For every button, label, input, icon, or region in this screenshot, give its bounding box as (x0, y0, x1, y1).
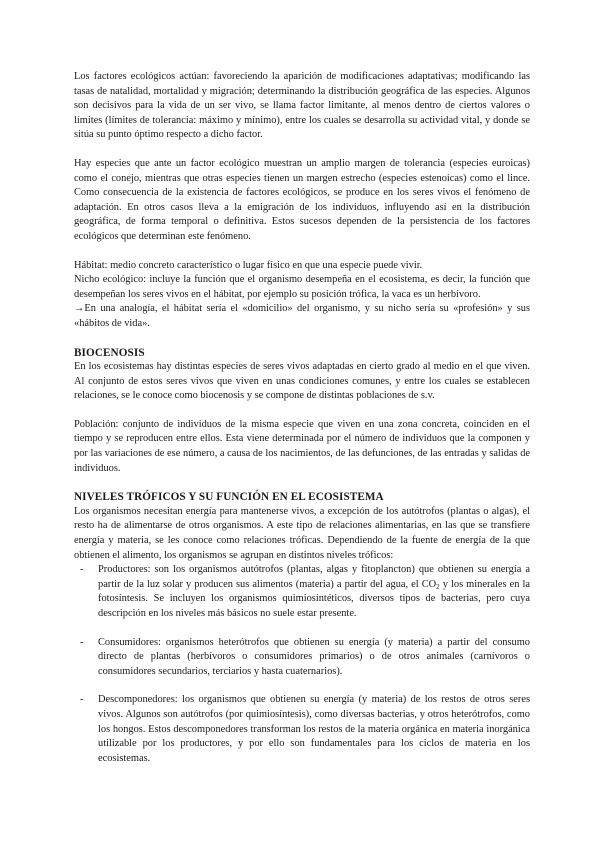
heading-niveles-troficos: NIVELES TRÓFICOS Y SU FUNCIÓN EN EL ECOSISTEMA (74, 491, 384, 504)
trophic-levels-list (74, 563, 530, 766)
consumidores-text: Consumidores: organismos heterótrofos que obtienen su energía (y materia) a partir del consumo directo de plantas (herbívoros o consumidores primarios) o de otros animales (carnívoros o consumidores secundarios, terciarios y hasta cuaternarios). (98, 636, 530, 677)
paragraph-tolerancia: Hay especies que ante un factor ecológico muestran un amplio margen de tolerancia (especies euroicas) como el conejo, mientras que otras especies tienen un margen estrecho (especies estenoicas) como el lince. Como consecuencia de la existencia de factores ecológicos, se produce en los seres vivos el fenómeno de adaptación. En otros casos lleva a la emigración de los individuos, influyendo así en la distribución geográfica, de forma temporal o definitiva. Estos sucesos dependen de la persistencia de los factores ecológicos que determinan este fenómeno. (74, 157, 530, 242)
definition-poblacion: Población: conjunto de individuos de la misma especie que viven en una zona concreta, coinciden en el tiempo y se reproducen entre ellos. Esta viene determinada por el número de individuos que la componen y por las variaciones de ese número, a causa de los nacimientos, de las defunciones, de las entradas y salidas de individuos. (74, 418, 530, 474)
co2-subscript: 2 (436, 582, 440, 591)
paragraph-niveles-troficos: Los organismos necesitan energía para mantenerse vivos, a excepción de los autótrofos (plantas o algas), el resto ha de alimentarse de otros organismos. A este tipo de relaciones alimentarias, en las que se transfiere energía y materia, se les conoce como relaciones tróficas. Dependiendo de la fuente de energía de la que obtienen el alimento, los organismos se agrupan en distintos niveles tróficos: (74, 505, 530, 561)
analogy-note: →En una analogía, el hábitat sería el «domicilio» del organismo, y su nicho sería su «profesión» y sus «hábitos de vida». (74, 303, 530, 329)
paragraph-factores-ecologicos: Los factores ecológicos actúan: favoreciendo la aparición de modificaciones adaptativas; modificando las tasas de natalidad, mortalidad y migración; determinando la distribución geográfica de las especies. Algunos son decisivos para la vida de un ser vivo, se llama factor limitante, al menos dentro de ciertos valores o límites (límites de tolerancia: máximo y mínimo), entre los cuales se desarrolla su actividad vital, y donde se sitúa su punto óptimo respecto a dicho factor. (74, 71, 530, 141)
list-item-consumidores (74, 636, 530, 680)
list-item-productores (74, 563, 530, 621)
definition-nicho-ecologico: Nicho ecológico: incluye la función que el organismo desempeña en el ecosistema, es decir, la función que desempeñan los seres vivos en el hábitat, por ejemplo su posición trófica, la vaca es un herbívoro. (74, 274, 530, 300)
productores-text-end: y los minerales en la fotosíntesis. Se incluyen los organismos quimiosintéticos, diversos tipos de bacterias, pero cuya descripción en los niveles más básicos no suele estar presente. (98, 578, 530, 619)
definition-habitat: Hábitat: medio concreto característico o lugar físico en que una especie puede vivir. (74, 259, 423, 271)
list-item-descomponedores (74, 693, 530, 766)
descomponedores-text: Descomponedores: los organismos que obtienen su energía (y materia) de los restos de otros seres vivos. Algunos son autótrofos (por quimiosíntesis), como diversas bacterias, y otros heterótrofos, como los hongos. Estos descomponedores transforman los restos de la materia orgánica en materia inorgánica utilizable por los productores, y por ello son fundamentales para los ciclos de materia en los ecosistemas. (98, 694, 530, 764)
paragraph-biocenosis: En los ecosistemas hay distintas especies de seres vivos adaptadas en cierto grado al medio en el que viven. Al conjunto de estos seres vivos que viven en unas condiciones comunes, y entre los cuales se establecen relaciones, se le conoce como biocenosis y se compone de distintas poblaciones de s.v. (74, 361, 530, 402)
list-bullet: - (80, 694, 84, 706)
heading-biocenosis: BIOCENOSIS (74, 346, 145, 359)
page-content (74, 70, 530, 766)
list-bullet: - (80, 564, 84, 576)
productores-text-start: Productores: son los organismos autótrofos (plantas, algas y fitoplancton) que obtienen su energía a partir de la luz solar y producen sus alimentos (materia) a partir del agua, el CO (98, 564, 530, 590)
list-bullet: - (80, 636, 84, 648)
